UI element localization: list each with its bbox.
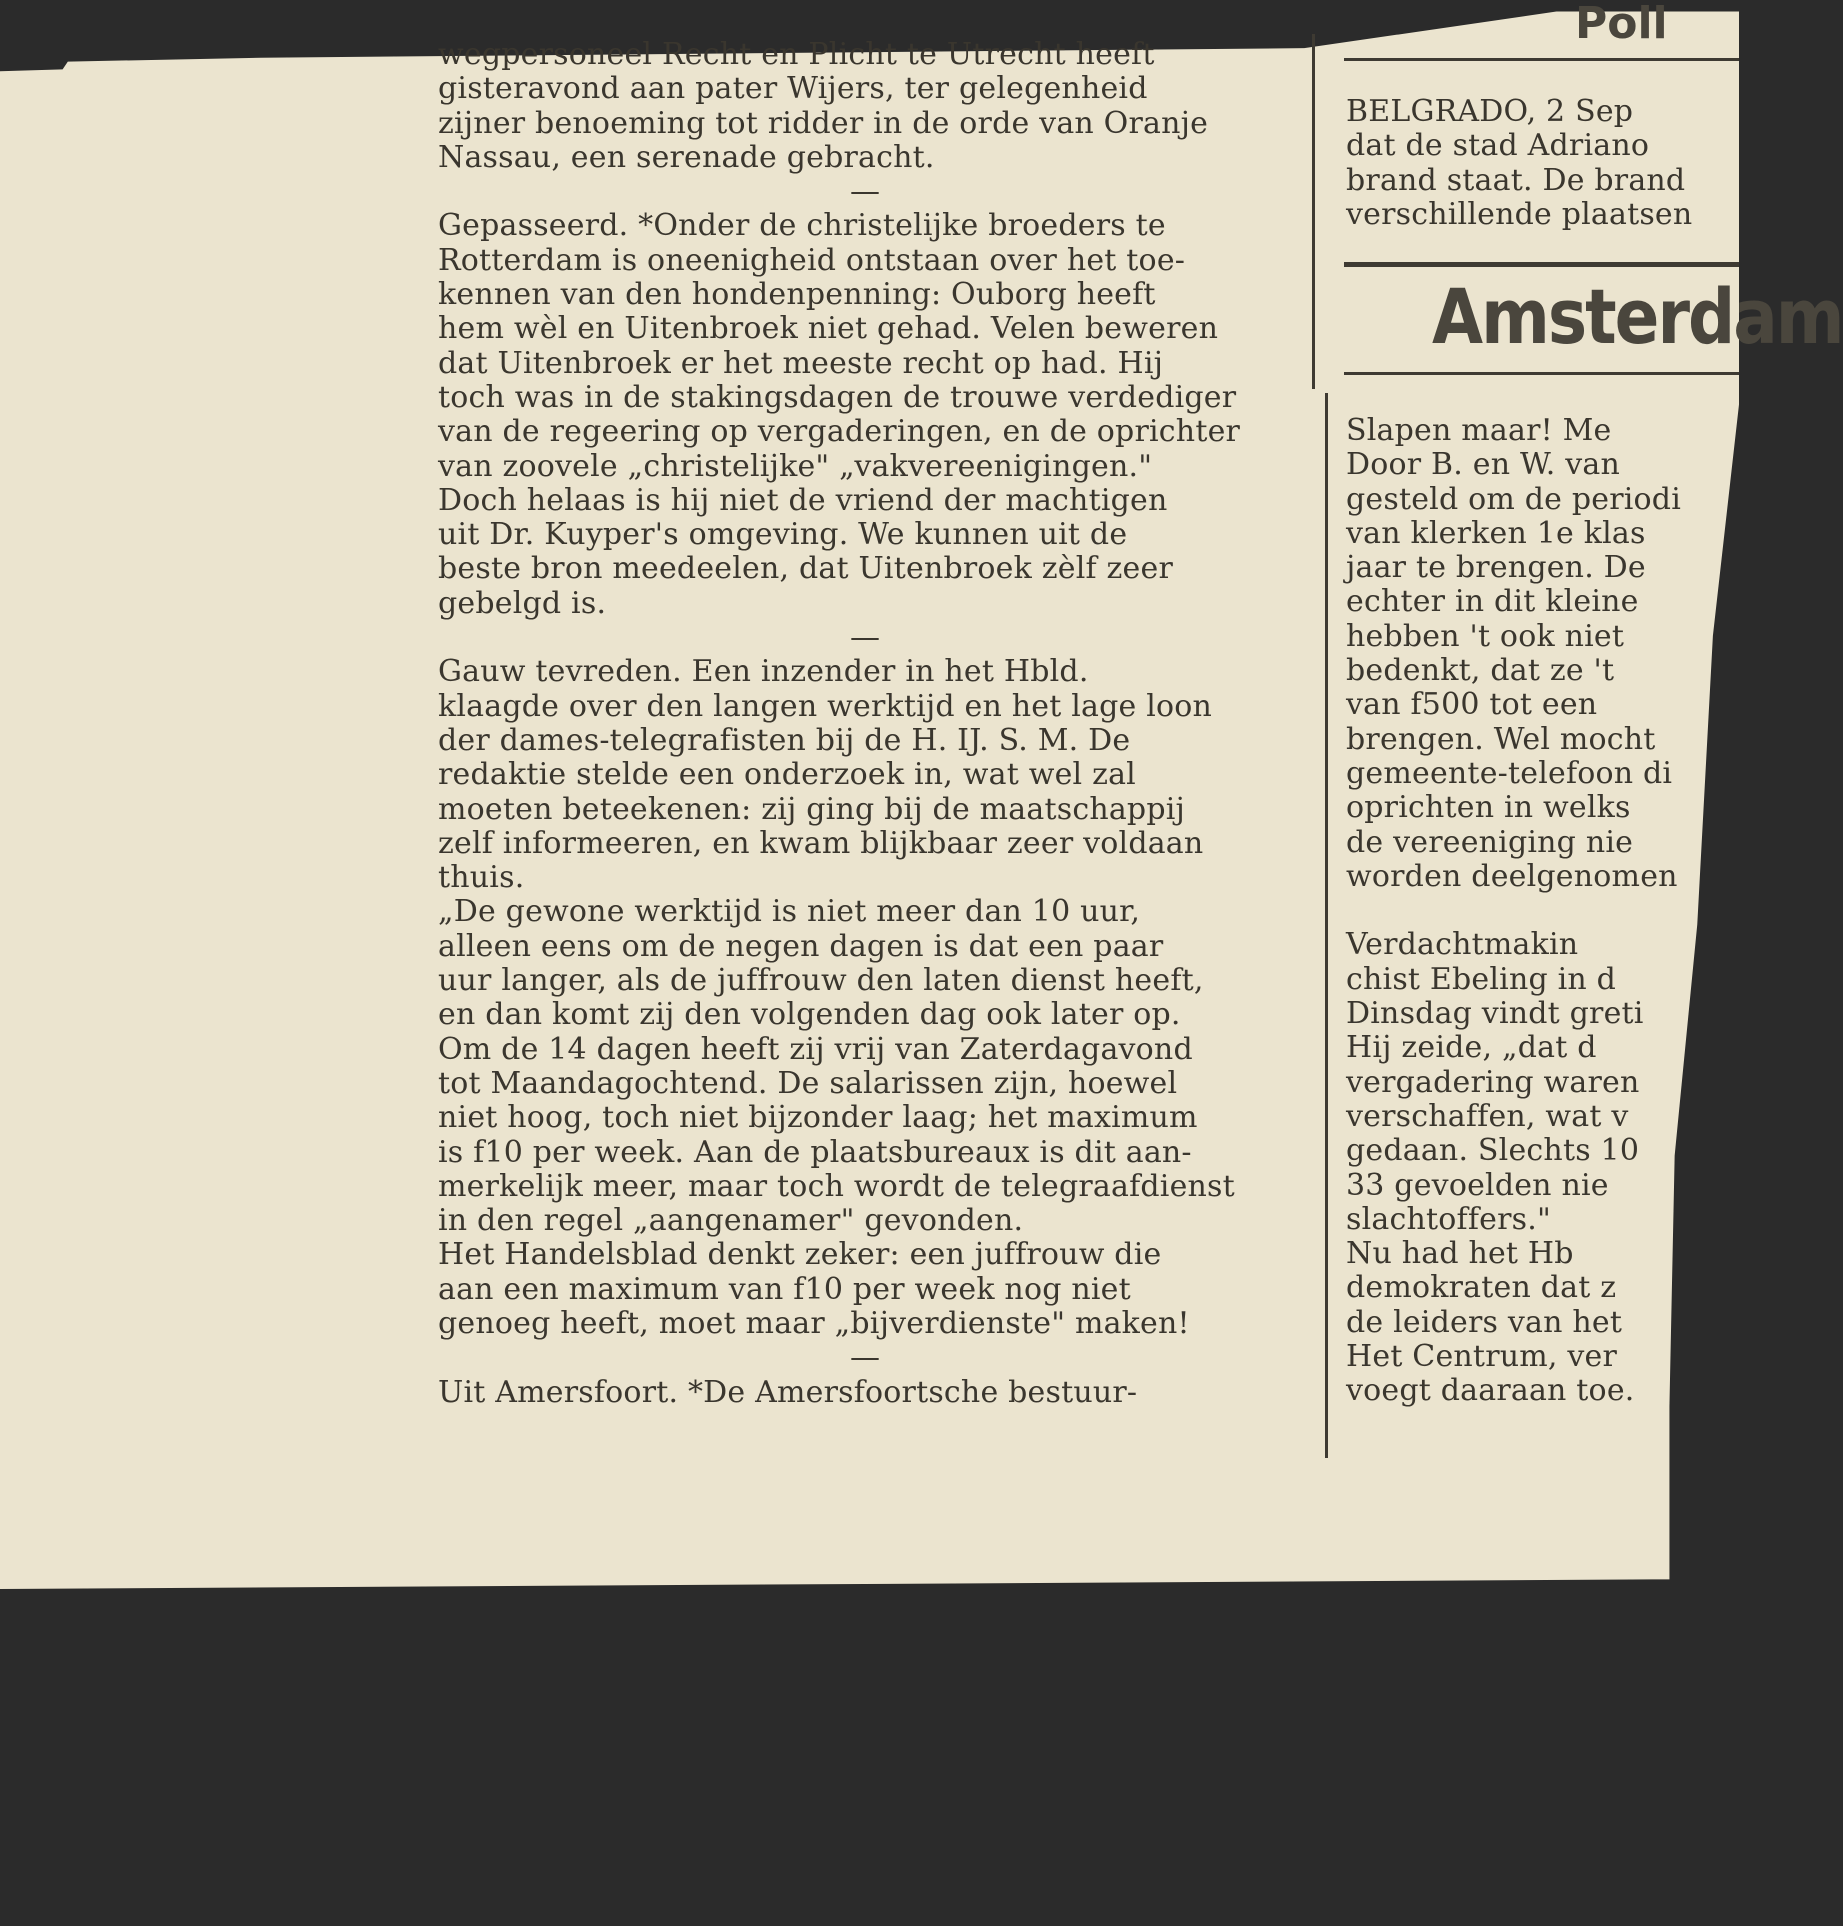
column-rule-bottom — [1325, 393, 1328, 1458]
text-line: redaktie stelde een onderzoek in, wat wel zal — [438, 757, 1136, 793]
text-line: verschillende plaatsen — [1346, 196, 1693, 232]
top-fragment: Poll — [1575, 0, 1668, 49]
text-line: gesteld om de periodi — [1346, 481, 1681, 517]
text-line: brand staat. De brand — [1346, 162, 1686, 198]
masthead-rule-top-2 — [1344, 262, 1739, 267]
masthead-rule-top-1 — [1344, 58, 1739, 61]
text-line: Om de 14 dagen heeft zij vrij van Zaterdagavond — [438, 1031, 1193, 1067]
text-line: Uit Amersfoort. *De Amersfoortsche bestuur- — [438, 1374, 1138, 1410]
text-line: kennen van den hondenpenning: Ouborg heeft — [438, 277, 1156, 313]
section-separator: — — [850, 174, 880, 210]
text-line: Dinsdag vindt greti — [1346, 996, 1644, 1032]
text-line: genoeg heeft, moet maar „bijverdienste" maken! — [438, 1305, 1190, 1341]
text-line: „De gewone werktijd is niet meer dan 10 uur, — [438, 894, 1141, 930]
text-line: van de regeering op vergaderingen, en de oprichter — [438, 414, 1241, 450]
text-line: gedaan. Slechts 10 — [1346, 1133, 1640, 1169]
text-line: Gauw tevreden. Een inzender in het Hbld. — [438, 654, 1089, 690]
text-line: Het Centrum, ver — [1346, 1339, 1618, 1375]
text-line: hem wèl en Uitenbroek niet gehad. Velen beweren — [438, 311, 1219, 347]
text-line: uit Dr. Kuyper's omgeving. We kunnen uit de — [438, 517, 1128, 553]
text-line: gemeente-telefoon di — [1346, 755, 1673, 791]
text-line: de vereeniging nie — [1346, 824, 1634, 860]
column-rule-top — [1312, 34, 1315, 389]
text-line: van klerken 1e klas — [1346, 515, 1646, 551]
text-line: Nassau, een serenade gebracht. — [438, 139, 935, 175]
text-line: zelf informeeren, en kwam blijkbaar zeer voldaan — [438, 825, 1204, 861]
text-line: demokraten dat z — [1346, 1270, 1617, 1306]
text-line: beste bron meedeelen, dat Uitenbroek zèlf zeer — [438, 551, 1173, 587]
text-line: de leiders van het — [1346, 1304, 1623, 1340]
right-column-top — [1346, 95, 1716, 232]
text-line: in den regel „aangenamer" gevonden. — [438, 1203, 1024, 1239]
text-line: echter in dit kleine — [1346, 584, 1639, 620]
text-line: is f10 per week. Aan de plaatsbureaux is dit aan- — [438, 1134, 1192, 1170]
text-line: brengen. Wel mocht — [1346, 721, 1656, 757]
section-separator: — — [850, 1340, 880, 1376]
text-line: Rotterdam is oneenigheid ontstaan over het toe- — [438, 242, 1186, 278]
text-line: Nu had het Hb — [1346, 1236, 1574, 1272]
text-line: tot Maandagochtend. De salarissen zijn, hoewel — [438, 1065, 1178, 1101]
text-line: toch was in de stakingsdagen de trouwe verdediger — [438, 379, 1237, 415]
text-line: niet hoog, toch niet bijzonder laag; het maximum — [438, 1100, 1198, 1136]
left-column — [438, 38, 1292, 1410]
masthead-amsterdam: Amsterdam — [1432, 273, 1843, 362]
text-line: wegpersoneel Recht en Plicht te Utrecht heeft — [438, 37, 1155, 72]
text-line: van zoovele „christelijke" „vakvereenigingen." — [438, 448, 1153, 484]
text-line: verschaffen, wat v — [1346, 1098, 1629, 1134]
text-line: bedenkt, dat ze 't — [1346, 653, 1615, 689]
text-line: oprichten in welks — [1346, 790, 1631, 826]
text-line: dat Uitenbroek er het meeste recht op had. Hij — [438, 345, 1164, 381]
text-line: 33 gevoelden nie — [1346, 1167, 1609, 1203]
text-line: aan een maximum van f10 per week nog niet — [438, 1271, 1131, 1307]
text-line: der dames-telegrafisten bij de H. IJ. S. M. De — [438, 722, 1131, 758]
text-line: alleen eens om de negen dagen is dat een paar — [438, 928, 1164, 964]
text-line: slachtoffers." — [1346, 1201, 1551, 1237]
text-line: BELGRADO, 2 Sep — [1346, 94, 1634, 129]
text-line: chist Ebeling in d — [1346, 961, 1617, 997]
text-line: moeten beteekenen: zij ging bij de maatschappij — [438, 791, 1186, 827]
text-line: hebben 't ook niet — [1346, 618, 1625, 654]
text-line: gisteravond aan pater Wijers, ter gelegenheid — [438, 71, 1148, 107]
text-line: en dan komt zij den volgenden dag ook later op. — [438, 997, 1181, 1033]
text-line: dat de stad Adriano — [1346, 128, 1650, 164]
text-line: gebelgd is. — [438, 585, 607, 621]
text-line: Gepasseerd. *Onder de christelijke broeders te — [438, 208, 1166, 244]
text-line: Doch helaas is hij niet de vriend der machtigen — [438, 482, 1168, 518]
text-line: van f500 tot een — [1346, 687, 1598, 723]
text-line: merkelijk meer, maar toch wordt de telegraafdienst — [438, 1168, 1235, 1204]
text-line: vergadering waren — [1346, 1064, 1640, 1100]
text-line: Slapen maar! Me — [1346, 413, 1612, 448]
text-line: Door B. en W. van — [1346, 447, 1621, 483]
text-line: Het Handelsblad denkt zeker: een juffrouw die — [438, 1237, 1162, 1273]
text-line: voegt daaraan toe. — [1346, 1373, 1635, 1409]
section-separator: — — [850, 620, 880, 656]
text-line: worden deelgenomen — [1346, 858, 1678, 894]
masthead-rule-bottom — [1344, 372, 1739, 375]
text-line: jaar te brengen. De — [1346, 550, 1646, 586]
text-line: Hij zeide, „dat d — [1346, 1030, 1597, 1066]
blank-line — [1346, 894, 1686, 928]
text-line: Verdachtmakin — [1346, 927, 1579, 963]
text-line: uur langer, als de juffrouw den laten dienst heeft, — [438, 963, 1204, 999]
right-column-bottom — [1346, 414, 1686, 1409]
text-line: thuis. — [438, 860, 525, 896]
text-line: zijner benoeming tot ridder in de orde van Oranje — [438, 105, 1209, 141]
text-line: klaagde over den langen werktijd en het lage loon — [438, 688, 1213, 724]
